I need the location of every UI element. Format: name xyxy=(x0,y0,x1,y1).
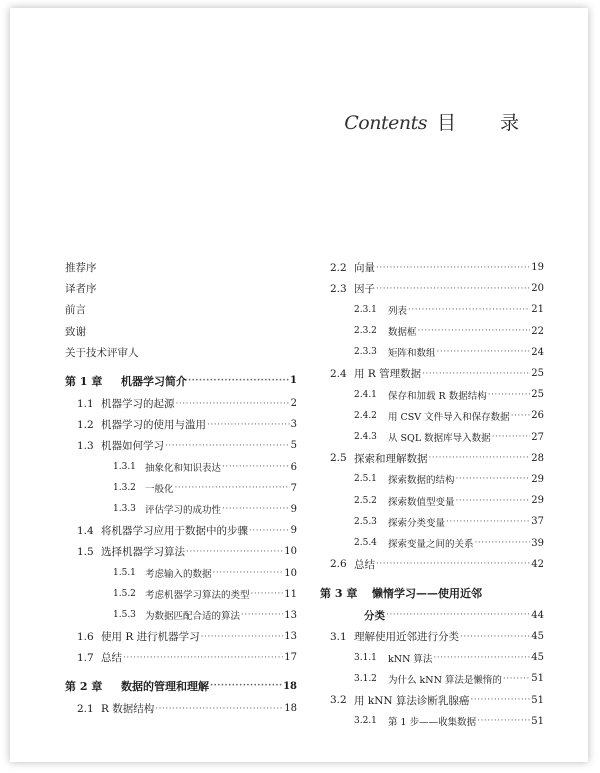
toc-entry xyxy=(65,342,297,363)
toc-entry-number: 第 1 章 xyxy=(65,374,103,388)
toc-entry-page: 5 xyxy=(290,440,297,452)
toc-entry xyxy=(65,299,297,320)
toc-entry-number: 1.6 xyxy=(77,630,94,643)
toc-title xyxy=(344,108,538,135)
toc-entry-title: 总结 xyxy=(354,558,375,571)
toc-entry-title: 选择机器学习算法 xyxy=(101,546,185,559)
toc-entry xyxy=(65,457,297,478)
toc-entry xyxy=(320,363,544,384)
toc-entry-number: 3.2.1 xyxy=(354,716,377,727)
contents-script-title: Contents xyxy=(344,112,427,134)
toc-leader-dots xyxy=(492,432,531,442)
toc-entry-page: 37 xyxy=(531,516,544,528)
toc-entry xyxy=(320,554,544,575)
toc-leader-dots xyxy=(188,376,289,386)
toc-entry-number: 2.3.2 xyxy=(354,326,377,337)
toc-entry-page: 7 xyxy=(290,482,297,494)
toc-entry-title: 探索分类变量 xyxy=(388,517,446,529)
toc-entry-title: 列表 xyxy=(388,305,408,317)
toc-right-column xyxy=(320,257,544,732)
toc-entry-title: 译者序 xyxy=(65,283,97,296)
toc-entry-page: 18 xyxy=(283,680,297,692)
toc-entry-page: 6 xyxy=(290,461,297,473)
toc-leader-dots xyxy=(488,390,531,400)
toc-entry-number: 3.1 xyxy=(330,630,347,643)
toc-leader-dots xyxy=(249,526,290,536)
toc-entry-number: 2.6 xyxy=(330,558,347,571)
toc-entry-page: 13 xyxy=(284,609,297,621)
toc-leader-dots xyxy=(241,610,283,620)
toc-entry-number: 3.1.1 xyxy=(354,652,377,663)
toc-entry xyxy=(320,469,544,490)
toc-entry-title: 数据框 xyxy=(388,327,417,339)
toc-entry-number: 1.7 xyxy=(77,651,94,664)
toc-entry-page: 27 xyxy=(531,431,544,443)
toc-entry-number: 1.5.3 xyxy=(113,610,136,621)
toc-entry-title: 评估学习的成功性 xyxy=(145,505,222,517)
toc-entry xyxy=(320,690,544,711)
toc-entry-number: 1.3.1 xyxy=(113,462,136,473)
toc-entry-title: 第 1 步——收集数据 xyxy=(388,717,477,729)
toc-entry-page: 25 xyxy=(531,389,544,401)
toc-entry-page: 51 xyxy=(531,715,544,727)
toc-leader-dots xyxy=(422,369,530,379)
toc-entry-number: 2.3.1 xyxy=(354,304,377,315)
toc-entry-page: 18 xyxy=(284,703,297,715)
toc-entry xyxy=(320,257,544,278)
toc-entry xyxy=(320,299,544,320)
toc-entry xyxy=(65,393,297,414)
toc-leader-dots xyxy=(123,653,283,663)
toc-entry xyxy=(320,511,544,532)
toc-leader-dots xyxy=(460,632,530,642)
toc-entry-number: 1.3.2 xyxy=(113,483,136,494)
toc-entry-page: 17 xyxy=(284,652,297,664)
toc-entry-page: 45 xyxy=(531,652,544,664)
toc-entry xyxy=(320,605,544,626)
toc-leader-dots xyxy=(437,347,531,357)
toc-leader-dots xyxy=(429,453,531,463)
toc-leader-dots xyxy=(475,538,531,548)
toc-entry-title: 致谢 xyxy=(65,325,86,338)
toc-entry-page: 20 xyxy=(531,283,544,295)
toc-entry-number: 1.4 xyxy=(77,524,94,537)
toc-entry xyxy=(320,427,544,448)
toc-entry xyxy=(320,532,544,553)
toc-entry-page: 25 xyxy=(531,368,544,380)
toc-entry-title: 前言 xyxy=(65,304,86,317)
toc-leader-dots xyxy=(376,559,530,569)
toc-entry-page: 22 xyxy=(531,325,544,337)
toc-leader-dots xyxy=(386,610,530,620)
toc-leader-dots xyxy=(433,653,530,663)
toc-entry-number: 2.4.1 xyxy=(354,389,377,400)
toc-leader-dots xyxy=(376,263,530,273)
toc-entry xyxy=(65,478,297,499)
toc-leader-dots xyxy=(511,411,531,421)
toc-entry-page: 42 xyxy=(531,558,544,570)
toc-leader-dots xyxy=(207,420,290,430)
toc-entry-page: 9 xyxy=(290,525,297,537)
toc-entry-page: 29 xyxy=(531,495,544,507)
toc-entry-title: 向量 xyxy=(354,262,375,275)
toc-entry-page: 44 xyxy=(531,609,544,621)
toc-entry xyxy=(320,647,544,668)
toc-leader-dots xyxy=(477,716,530,726)
toc-entry-title: 理解使用近邻进行分类 xyxy=(354,631,459,644)
toc-leader-dots xyxy=(503,674,530,684)
toc-entry-page: 21 xyxy=(531,304,544,316)
toc-entry-page: 45 xyxy=(531,631,544,643)
toc-entry-title: 考虑机器学习算法的类型 xyxy=(145,590,250,602)
toc-entry-title: 矩阵和数组 xyxy=(388,348,436,360)
toc-leader-dots xyxy=(222,462,290,472)
toc-entry xyxy=(320,448,544,469)
toc-entry-title: 总结 xyxy=(101,652,122,665)
toc-entry xyxy=(320,342,544,363)
toc-leader-dots xyxy=(222,504,290,514)
toc-entry-number: 2.5.1 xyxy=(354,474,377,485)
toc-entry-number: 1.3 xyxy=(77,439,94,452)
toc-entry-title: 用 R 管理数据 xyxy=(354,368,422,381)
toc-entry-number: 2.5 xyxy=(330,452,347,465)
toc-entry-number: 2.4.2 xyxy=(354,410,377,421)
toc-entry-page: 11 xyxy=(284,588,297,600)
toc-leader-dots xyxy=(176,399,290,409)
toc-entry-title: 探索数据的结构 xyxy=(388,475,455,487)
toc-entry-page: 9 xyxy=(290,503,297,515)
toc-entry-number: 第 2 章 xyxy=(65,680,103,694)
toc-leader-dots xyxy=(456,474,531,484)
toc-entry-page: 28 xyxy=(531,452,544,464)
toc-entry-title: 数据的管理和理解 xyxy=(121,680,209,694)
toc-entry xyxy=(65,647,297,668)
toc-entry-title: R 数据结构 xyxy=(101,703,155,716)
toc-entry-page: 10 xyxy=(284,567,297,579)
toc-entry xyxy=(320,581,544,605)
toc-entry-page: 2 xyxy=(290,398,297,410)
toc-entry-title: 一般化 xyxy=(145,484,174,496)
toc-entry-title: 探索数值型变量 xyxy=(388,496,455,508)
toc-entry-title: 为数据匹配合适的算法 xyxy=(145,611,241,623)
toc-entry xyxy=(65,414,297,435)
toc-entry-title: 懒惰学习——使用近邻 xyxy=(372,586,482,600)
toc-entry-number: 1.2 xyxy=(77,418,94,431)
toc-entry-number: 2.1 xyxy=(77,702,94,715)
toc-leader-dots xyxy=(408,305,530,315)
toc-entry xyxy=(65,321,297,342)
toc-entry-title: 考虑输入的数据 xyxy=(145,569,212,581)
toc-entry-title: 将机器学习应用于数据中的步骤 xyxy=(101,525,248,538)
toc-entry-title: 从 SQL 数据库导入数据 xyxy=(388,433,491,445)
toc-entry xyxy=(65,369,297,393)
toc-entry-number: 2.4.3 xyxy=(354,432,377,443)
toc-entry xyxy=(65,520,297,541)
toc-entry-number: 1.5 xyxy=(77,545,94,558)
toc-entry-number: 2.5.4 xyxy=(354,538,377,549)
toc-entry-title: 机器学习的使用与滥用 xyxy=(101,419,206,432)
toc-entry-title: 抽象化和知识表达 xyxy=(145,463,222,475)
toc-entry-page: 3 xyxy=(290,419,297,431)
toc-entry-number: 2.3.3 xyxy=(354,347,377,358)
toc-entry-title: 机器如何学习 xyxy=(101,440,164,453)
toc-entry-page: 51 xyxy=(531,694,544,706)
toc-entry-number: 2.3 xyxy=(330,282,347,295)
toc-entry-number: 2.4 xyxy=(330,367,347,380)
toc-leader-dots xyxy=(376,284,530,294)
toc-entry-title: 因子 xyxy=(354,283,375,296)
toc-entry-page: 29 xyxy=(531,473,544,485)
toc-entry xyxy=(65,698,297,719)
toc-entry xyxy=(65,605,297,626)
toc-leader-dots xyxy=(213,568,284,578)
toc-entry xyxy=(320,384,544,405)
toc-leader-dots xyxy=(251,589,284,599)
toc-leader-dots xyxy=(186,547,283,557)
toc-entry-title: 推荐序 xyxy=(65,262,97,275)
toc-leader-dots xyxy=(446,517,530,527)
toc-entry xyxy=(65,674,297,698)
toc-entry-number: 1.3.3 xyxy=(113,504,136,515)
toc-entry-number: 第 3 章 xyxy=(320,586,358,600)
toc-entry-page: 24 xyxy=(531,346,544,358)
toc-entry-title: 关于技术评审人 xyxy=(65,346,139,359)
toc-entry xyxy=(320,278,544,299)
toc-entry-title: 探索变量之间的关系 xyxy=(388,539,474,551)
toc-entry xyxy=(65,499,297,520)
toc-leader-dots xyxy=(175,483,290,493)
toc-leader-dots xyxy=(210,681,282,691)
toc-entry-title: 探索和理解数据 xyxy=(354,452,428,465)
toc-entry xyxy=(320,321,544,342)
toc-entry xyxy=(65,541,297,562)
toc-leader-dots xyxy=(418,326,531,336)
book-page xyxy=(10,8,588,762)
toc-entry xyxy=(65,257,297,278)
toc-leader-dots xyxy=(165,441,290,451)
toc-leader-dots xyxy=(155,704,283,714)
toc-entry xyxy=(320,626,544,647)
toc-entry-number: 1.5.1 xyxy=(113,568,136,579)
toc-entry xyxy=(320,405,544,426)
toc-leader-dots xyxy=(456,496,531,506)
toc-leader-dots xyxy=(201,632,284,642)
toc-entry-page: 10 xyxy=(284,546,297,558)
toc-entry-title: 机器学习的起源 xyxy=(101,398,175,411)
toc-entry-page: 13 xyxy=(284,631,297,643)
toc-entry-page: 1 xyxy=(290,375,297,387)
toc-entry xyxy=(65,626,297,647)
toc-entry xyxy=(65,562,297,583)
toc-entry-page: 39 xyxy=(531,537,544,549)
toc-entry-number: 3.2 xyxy=(330,694,347,707)
toc-entry-title: kNN 算法 xyxy=(388,653,433,665)
toc-entry-title: 机器学习简介 xyxy=(121,374,187,388)
toc-entry-title: 为什么 kNN 算法是懒惰的 xyxy=(388,674,502,686)
toc-entry xyxy=(65,584,297,605)
toc-entry-title: 用 CSV 文件导入和保存数据 xyxy=(388,411,510,423)
toc-entry-title: 使用 R 进行机器学习 xyxy=(101,631,200,644)
toc-leader-dots xyxy=(470,695,530,705)
toc-entry-number: 2.5.2 xyxy=(354,495,377,506)
toc-entry-number: 3.1.2 xyxy=(354,673,377,684)
toc-entry xyxy=(65,278,297,299)
toc-entry xyxy=(320,711,544,732)
toc-entry-title: 用 kNN 算法诊断乳腺癌 xyxy=(354,694,470,707)
toc-entry-number: 1.1 xyxy=(77,397,94,410)
toc-entry xyxy=(320,668,544,689)
toc-entry-page: 19 xyxy=(531,262,544,274)
toc-entry-title: 分类 xyxy=(364,609,385,622)
toc-entry-number: 2.5.3 xyxy=(354,516,377,527)
toc-entry-page: 51 xyxy=(531,673,544,685)
toc-entry xyxy=(65,435,297,456)
toc-left-column xyxy=(65,257,297,720)
toc-entry-page: 26 xyxy=(531,410,544,422)
toc-entry-title: 保存和加载 R 数据结构 xyxy=(388,390,487,402)
toc-entry-number: 2.2 xyxy=(330,261,347,274)
toc-entry-number: 1.5.2 xyxy=(113,589,136,600)
toc-entry xyxy=(320,490,544,511)
contents-title: 目 录 xyxy=(436,112,538,134)
